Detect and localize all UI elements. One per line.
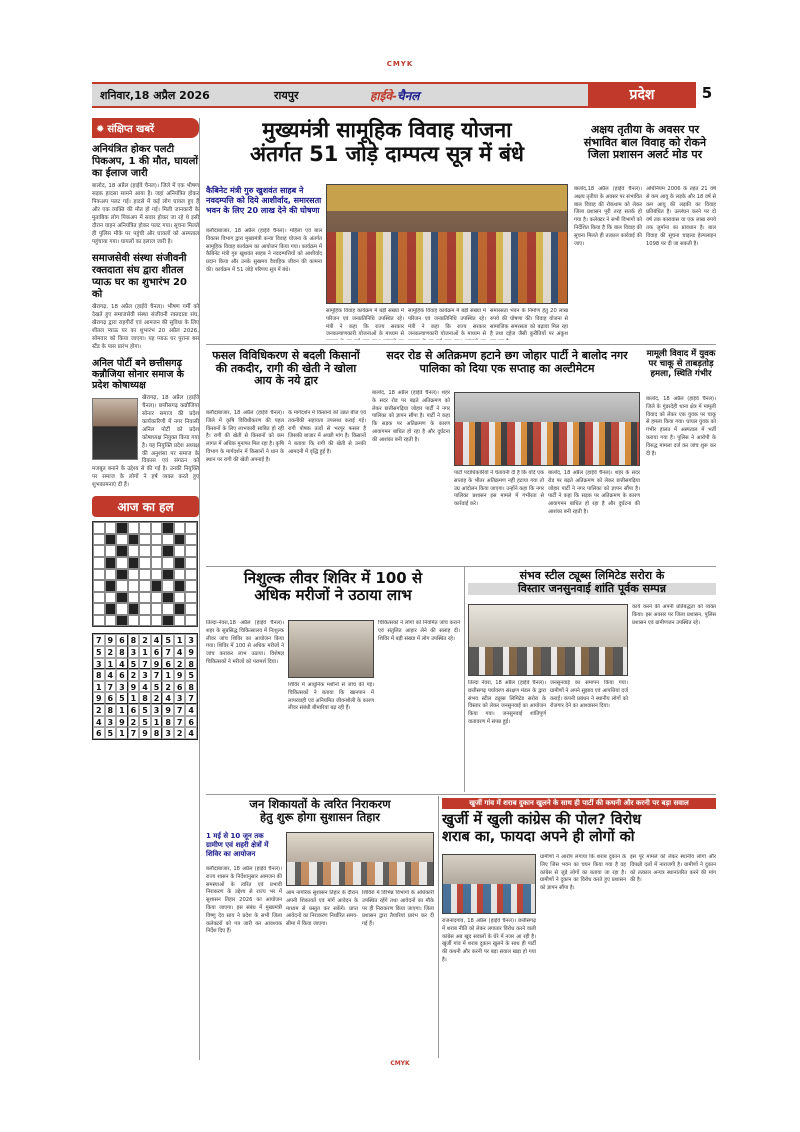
crossword-cell (93, 615, 105, 627)
crossword-cell (162, 557, 174, 569)
liver-text: शिविर में आधुनिक मशीनों से जांच की गई। चिकित्सकों ने बताया कि खानपान में लापरवाही एवं अनियमित जीवनशैली के कारण लीवर संबंधी बीमारियां बढ़ रही हैं। (288, 682, 374, 712)
sudoku-cell: 7 (174, 704, 186, 716)
lead-text: सामूहिक विवाह कार्यक्रम में बड़ी संख्या में परिजन एवं जनप्रतिनिधि उपस्थित रहे। मंत्री ने कहा कि राज्य सरकार जनकल्याणकारी योजनाओं के माध्यम से (326, 308, 404, 338)
sudoku-cell: 8 (139, 692, 151, 704)
sudoku-cell: 1 (116, 727, 128, 739)
congress-headline-line2: शराब का, फायदा अपने ही लोगों को (442, 828, 635, 845)
brief-text: खैरागढ़, 18 अप्रैल (हाईवे चैनल)। भीषण गर्मी को देखते हुए समाजसेवी संस्था संजीवनी रक्तदाता संघ, खैरागढ़ द्वारा राहगीरों एवं आमजन की सुविधा के लिए शीतल प्याऊ घर का शुभारंभ 20 अप्रैल 2026, सोमवार को किया जाएगा। यह प्याऊ घर पुराना बस स्टैंड के पास प्रारंभ होगा। (92, 303, 199, 350)
congress-banner: खुर्जी गांव में शराब दुकान खुलने के साथ ही पार्टी की कथनी और करनी पर बड़ा सवाल (442, 798, 716, 809)
sudoku-cell: 1 (93, 681, 105, 693)
liver-headline-line1: निशुल्क लीवर शिविर में 100 से (243, 569, 423, 587)
cmyk-bottom: CMYK (390, 1060, 410, 1067)
crossword-cell (185, 603, 197, 615)
lead-text: समारसता भवन के निर्माण हेतु 20 लाख रुपये की घोषणा की। विवाह योजना से सामाजिक समरसता को बढ़ावा मिल रहा है तथा दहेज जैसी कुरीतियों पर अंकुश (490, 308, 568, 338)
lead-photo (326, 184, 568, 304)
crossword-cell (151, 569, 163, 581)
sudoku-cell: 9 (139, 727, 151, 739)
mass-headline: मामूली विवाद में युवक पर चाकू से ताबड़तोड़ हमला, स्थिति गंभीर (646, 349, 716, 379)
sudoku-cell: 8 (93, 669, 105, 681)
sudoku-cell: 4 (151, 634, 163, 646)
steel-text: कार्य करने की अपनी प्रतिबद्धता को व्यक्त किया। इस अवसर पर जिला प्रशासन, पुलिस प्रशासन एवं ग्रामीणजन उपस्थित रहे। (632, 604, 716, 626)
crossword-cell (185, 592, 197, 604)
sudoku-cell: 6 (105, 692, 117, 704)
sudoku-cell: 6 (116, 669, 128, 681)
shikayat-text: शिविरों में विभिन्न विभागों के अधिकारी उपस्थित रहेंगे तथा आवेदनों का मौके पर ही निराकरण किया जाएगा। जिला प्रशासन द्वारा तैयारियां प्रारंभ कर दी गई हैं। (362, 890, 434, 928)
sudoku-cell: 9 (128, 681, 140, 693)
crossword-cell (162, 569, 174, 581)
sadar-text: बालोद, 18 अप्रैल (हाईवे चैनल)। शहर के सदर रोड पर बढ़ते अतिक्रमण को लेकर छत्तीसगढ़िया जोहार पार्टी ने नगर पालिका को ज्ञापन सौंपा है। पार्टी ने कहा कि सड़क पर अतिक्रमण के कारण आवागमन बाधित हो रहा है और दुर्घटना की आशंका बनी रहती है। (548, 470, 640, 515)
crossword-cell (105, 592, 117, 604)
farm-headline: फसल विविधिकरण से बदली किसानों की तकदीर, रागी की खेती ने खोला आय के नये द्वार (212, 349, 360, 388)
congress-text: ग्रामीणों ने आरोप लगाया कि शराब दुकान के लिए जिस भवन का चयन किया गया है वह कांग्रेस से जुड़े लोगों का बताया जा रहा है। ग्रामीणों ने दुकान का विरोध करते हुए प्रशासन को ज्ञापन सौंपा है। (540, 854, 626, 892)
crossword-cell (116, 569, 128, 581)
sudoku-cell: 2 (151, 692, 163, 704)
steel-headline-line1: संभव स्टील ट्यूब्स लिमिटेड सरोरा के (519, 569, 665, 582)
steel-text: तिल्दा नेवरा, 18 अप्रैल (हाईवे चैनल)। छत्तीसगढ़ पर्यावरण संरक्षण मंडल के द्वारा संभव स्टील ट्यूब्स लिमिटेड सरोरा के विस्तार को लेकर जनसुनवाई का आयोजन किया गया। जनसुनवाई शांतिपूर्ण वातावरण में संपन्न हुई। (468, 680, 546, 725)
brief-title: अनिल पोर्टी बने छत्तीसगढ़ कन्नौजिया सोनार समाज के प्रदेश कोषाध्यक्ष (92, 357, 184, 392)
sudoku-cell: 7 (93, 634, 105, 646)
crossword-cell (174, 534, 186, 546)
crossword-cell (151, 603, 163, 615)
crossword-cell (174, 580, 186, 592)
congress-text: राजनांदगांव, 18 अप्रैल (हाईवे चैनल)। छत्तीसगढ़ में शराब नीति को लेकर लगातार विरोध करने वाली कांग्रेस अब खुद सवालों के घेरे में नजर आ रही है। खुर्जी गांव में शराब दुकान खुलने के साथ ही पार्टी की कथनी और करनी पर बड़ा सवाल खड़ा हो गया है। (442, 918, 536, 963)
sudoku-cell: 3 (174, 692, 186, 704)
crossword-cell (185, 557, 197, 569)
steel-headline (468, 570, 716, 595)
sudoku-cell: 1 (162, 669, 174, 681)
divider (464, 566, 465, 792)
sudoku-cell: 4 (162, 692, 174, 704)
crossword-cell (174, 569, 186, 581)
sudoku-cell: 2 (139, 634, 151, 646)
crossword-cell (128, 545, 140, 557)
brief-text-with-photo (92, 395, 199, 491)
crossword-cell (185, 615, 197, 627)
sudoku-cell: 4 (93, 716, 105, 728)
liver-headline-line2: अधिक मरीजों ने उठाया लाभ (254, 586, 412, 605)
crossword-cell (93, 522, 105, 534)
crossword-cell (174, 615, 186, 627)
sudoku-cell: 2 (128, 669, 140, 681)
sudoku-cell: 6 (116, 634, 128, 646)
sudoku-cell: 7 (162, 646, 174, 658)
crossword-cell (151, 522, 163, 534)
crossword-cell (116, 557, 128, 569)
puzzle-header: आज का हल (92, 496, 199, 517)
crossword-cell (139, 592, 151, 604)
sudoku-cell: 9 (151, 658, 163, 670)
crossword-cell (93, 580, 105, 592)
sudoku-cell: 3 (128, 646, 140, 658)
crossword-cell (93, 545, 105, 557)
shikayat-photo (286, 832, 434, 886)
sudoku-cell: 9 (93, 692, 105, 704)
sudoku-cell: 7 (185, 692, 197, 704)
crossword-cell (105, 557, 117, 569)
crossword-cell (151, 580, 163, 592)
sudoku-cell: 8 (185, 681, 197, 693)
akshay-text: अधिनियम 2006 के तहत 21 वर्ष से कम आयु के लड़के और 18 वर्ष से कम आयु की लड़की का विवाह प्रतिबंधित है। उल्लंघन करने पर दो वर्ष तक कारावास या एक लाख रुपये तक जुर्माना का प्रावधान है। बाल विवाह की सूचना चाइल्ड हेल्पलाइन 1098 पर दी जा सकती है। (646, 186, 716, 247)
crossword-cell (128, 534, 140, 546)
congress-headline-line1: खुर्जी में खुली कांग्रेस की पोल? विरोध (442, 812, 642, 828)
brief-text: खैरागढ़, 18 अप्रैल (हाईवे चैनल)। छत्तीसगढ़ कन्नौजिया सोनार समाज की प्रदेश कार्यकारिणी में नगर निवासी अनिल पोर्टी को प्रदेश कोषाध्यक्ष नियुक्त किया गया है। यह नियुक्ति प्रदेश अध्यक्ष की अनुशंसा पर समाज के विकास एवं संगठन को मजबूत बनाने के उद्देश्य से की गई है। उनकी नियुक्ति पर समाज के लोगों ने हर्ष व्यक्त करते हुए शुभकामनाएं दी हैं। (92, 394, 199, 489)
crossword-cell (116, 592, 128, 604)
crossword-cell (139, 569, 151, 581)
sudoku-cell: 4 (116, 658, 128, 670)
crossword-cell (139, 534, 151, 546)
sudoku-cell: 6 (162, 658, 174, 670)
sudoku-cell: 8 (105, 704, 117, 716)
crossword-cell (93, 534, 105, 546)
sudoku-cell: 7 (139, 658, 151, 670)
sudoku-cell: 2 (174, 658, 186, 670)
photo-crowd (455, 422, 639, 465)
sudoku-cell: 5 (139, 704, 151, 716)
sudoku-cell: 8 (128, 634, 140, 646)
crossword-cell (105, 534, 117, 546)
crossword-cell (139, 615, 151, 627)
crossword-cell (116, 534, 128, 546)
sudoku-cell: 9 (105, 634, 117, 646)
lead-headline (206, 118, 568, 167)
sudoku-cell: 2 (174, 727, 186, 739)
lead-text: बलौदाबाजार, 18 अप्रैल (हाईवे चैनल)। महिला एवं बाल विकास विभाग द्वारा मुख्यमंत्री कन्या विवाह योजना के अंतर्गत सामूहिक विवाह कार्यक्रम का आयोजन किया गया। कार्यक्रम में कैबिनेट मंत्री गुरु खुशवंत साहब ने नवदम्पत्तियों को आशीर्वाद प्रदान किया और उनके सुखमय वैवाहिक जीवन की कामना की। कार्यक्रम में 51 जोड़े परिणय सूत्र में बंधे। (206, 228, 322, 273)
masthead-brand-dash: - (392, 89, 398, 103)
sudoku-cell: 5 (116, 692, 128, 704)
sudoku-cell: 6 (93, 727, 105, 739)
lead-headline-line1: मुख्यमंत्री सामूहिक विवाह योजना (262, 118, 512, 142)
divider (206, 566, 716, 567)
crossword-cell (105, 522, 117, 534)
sudoku-cell: 7 (105, 681, 117, 693)
photo-crowd (327, 232, 567, 303)
sudoku-cell: 8 (185, 658, 197, 670)
sudoku-cell: 3 (93, 658, 105, 670)
crossword-cell (174, 557, 186, 569)
steel-headline-line2: विस्तार जनसुनवाई शांति पूर्वक सम्पन्न (468, 583, 716, 596)
sadar-text: बालोद, 18 अप्रैल (हाईवे चैनल)। शहर के सदर रोड पर बढ़ते अतिक्रमण को लेकर छत्तीसगढ़िया जोहार पार्टी ने नगर पालिका को ज्ञापन सौंपा है। पार्टी ने कहा कि सड़क पर अतिक्रमण के कारण आवागमन बाधित हो रहा है और दुर्घटना की आशंका बनी रहती है। (372, 390, 450, 443)
liver-text: चिकित्सकों ने लोगों को नियमित जांच कराने एवं संतुलित आहार लेने की सलाह दी। शिविर में बड़ी संख्या में लोग उपस्थित रहे। (378, 620, 460, 642)
star-icon: ✹ (96, 124, 105, 135)
crossword-cell (105, 545, 117, 557)
sudoku-cell: 4 (139, 681, 151, 693)
sudoku-cell: 6 (128, 704, 140, 716)
sudoku-cell: 5 (151, 681, 163, 693)
briefs-column (92, 118, 200, 1060)
crossword-cell (162, 592, 174, 604)
crossword-cell (105, 615, 117, 627)
sudoku-cell: 8 (151, 727, 163, 739)
crossword-cell (162, 522, 174, 534)
congress-photo (442, 854, 536, 914)
farm-text: बलौदाबाजार, 18 अप्रैल (हाईवे चैनल)। जिले में कृषि विविधीकरण की पहल किसानों के लिए लाभकारी साबित हो रही है। रागी की खेती से किसानों को कम लागत में अधिक मुनाफा मिल रहा है। कृषि विभाग के मार्गदर्शन में किसानों ने धान के स्थान पर रागी की खेती अपनाई है। (206, 410, 284, 463)
akshay-headline: अक्षय तृतीया के अवसर पर संभावित बाल विवाह को रोकने जिला प्रशासन अलर्ट मोड पर (583, 123, 707, 162)
brief-title: समाजसेवी संस्था संजीवनी रक्तदाता संघ द्वारा शीतल प्याऊ घर का शुभारंभ 20 को (92, 252, 187, 300)
crossword-cell (128, 522, 140, 534)
sudoku-cell: 6 (185, 716, 197, 728)
crossword-cell (93, 557, 105, 569)
crossword-cell (116, 580, 128, 592)
crossword-cell (116, 603, 128, 615)
sudoku-cell: 6 (151, 646, 163, 658)
divider (206, 344, 716, 345)
sudoku-cell: 9 (185, 646, 197, 658)
sudoku-cell: 1 (128, 692, 140, 704)
sudoku-cell: 2 (93, 704, 105, 716)
crossword-cell (105, 580, 117, 592)
briefs-header-label: संक्षिप्त खबरें (107, 124, 155, 135)
liver-text: तिल्दा-नेवरा,18 अप्रैल (हाईवे चैनल)। शहर के सुप्रसिद्ध चिकित्सालय में निःशुल्क लीवर जांच शिविर का आयोजन किया गया। शिविर में 100 से अधिक मरीजों ने जांच कराकर लाभ उठाया। विशेषज्ञ चिकित्सकों ने मरीजों को परामर्श दिया। (206, 620, 284, 665)
crossword-cell (128, 569, 140, 581)
masthead-brand-b: चैनल (397, 89, 420, 103)
farm-text: के मार्गदर्शन में किसानों को उन्नत बीज एवं तकनीकी सहायता उपलब्ध कराई गई। रागी पोषक तत्वों से भरपूर फसल है जिसकी बाजार में अच्छी मांग है। किसानों ने बताया कि रागी की खेती से उनकी आमदनी में वृद्धि हुई है। (288, 410, 366, 455)
sudoku-cell: 1 (105, 658, 117, 670)
sudoku-cell: 5 (93, 646, 105, 658)
crossword-cell (185, 534, 197, 546)
shikayat-text: आम नागरिक सुशासन तिहार के दौरान अपनी शिकायतें एवं मांगें आवेदन के माध्यम से प्रस्तुत कर सकेंगे। प्राप्त आवेदनों का निराकरण निर्धारित समय-सीमा में किया जाएगा। (286, 890, 358, 928)
masthead-brand-a: हाईवे (370, 89, 393, 103)
crossword-cell (151, 534, 163, 546)
masthead-brand (370, 87, 419, 104)
sudoku-cell: 3 (139, 669, 151, 681)
sudoku-cell: 2 (128, 716, 140, 728)
person-photo (92, 398, 138, 460)
congress-text: इस पूरे मामले को लेकर स्थानीय लोगों और विपक्षी दलों में नाराजगी है। ग्रामीणों ने दुकान को तत्काल अन्यत्र स्थानांतरित करने की मांग की है। (630, 854, 716, 884)
crossword-cell (139, 557, 151, 569)
crossword-cell (185, 569, 197, 581)
briefs-header (92, 118, 199, 138)
shikayat-deck: 1 मई से 10 जून तक ग्रामीण एवं शहरी क्षेत्रों में शिविर का आयोजन (206, 832, 269, 858)
lead-headline-line2: अंतर्गत 51 जोड़े दाम्पत्य सूत्र में बंधे (250, 142, 524, 167)
sudoku-cell: 1 (139, 646, 151, 658)
crossword-cell (128, 557, 140, 569)
crossword-cell (93, 603, 105, 615)
crossword-cell (174, 545, 186, 557)
shikayat-headline-line1: जन शिकायतों के त्वरित निराकरण (249, 797, 391, 811)
crossword-cell (128, 615, 140, 627)
lead-deck: कैबिनेट मंत्री गुरु खुशवंत साहब ने नवदम्पत्ति को दिये आशीर्वाद, समारसता भवन के लिए 20 लाख देने की घोषणा (206, 186, 322, 215)
sudoku-grid (92, 633, 198, 739)
mass-text: बालोद, 18 अप्रैल (हाईवे चैनल)। जिले के गुंडरदेही थाना क्षेत्र में मामूली विवाद को लेकर एक युवक पर चाकू से हमला किया गया। घायल युवक को गंभीर हालत में अस्पताल में भर्ती कराया गया है। पुलिस ने आरोपी के विरुद्ध मामला दर्ज कर जांच शुरू कर दी है। (646, 396, 716, 457)
crossword-cell (116, 522, 128, 534)
sudoku-cell: 4 (185, 704, 197, 716)
sudoku-cell: 1 (116, 704, 128, 716)
crossword-grid (92, 521, 198, 627)
crossword-cell (151, 615, 163, 627)
sudoku-cell: 6 (174, 681, 186, 693)
crossword-cell (116, 615, 128, 627)
crossword-cell (162, 534, 174, 546)
crossword-cell (185, 522, 197, 534)
crossword-cell (151, 545, 163, 557)
sudoku-cell: 4 (105, 669, 117, 681)
sudoku-cell: 5 (105, 727, 117, 739)
photo-crowd (287, 862, 433, 885)
crossword-cell (105, 603, 117, 615)
crossword-cell (162, 615, 174, 627)
masthead-date: शनिवार,18 अप्रैल 2026 (100, 89, 210, 102)
sudoku-cell: 9 (116, 716, 128, 728)
photo-crowd (443, 884, 535, 913)
congress-headline (442, 812, 716, 845)
crossword-cell (174, 592, 186, 604)
crossword-cell (174, 603, 186, 615)
page-number: 5 (696, 82, 718, 108)
crossword-cell (174, 522, 186, 534)
sudoku-cell: 5 (185, 669, 197, 681)
photo-crowd (469, 647, 627, 675)
crossword-cell (93, 592, 105, 604)
sudoku-cell: 1 (151, 716, 163, 728)
sudoku-cell: 8 (116, 646, 128, 658)
sudoku-cell: 1 (174, 634, 186, 646)
sudoku-cell: 8 (162, 716, 174, 728)
sudoku-cell: 2 (105, 646, 117, 658)
crossword-cell (162, 603, 174, 615)
crossword-cell (139, 603, 151, 615)
cmyk-top: CMYK (386, 60, 414, 68)
lead-text: सामूहिक विवाह कार्यक्रम में बड़ी संख्या में परिजन एवं जनप्रतिनिधि उपस्थित रहे। मंत्री ने कहा कि राज्य सरकार जनकल्याणकारी योजनाओं के माध्यम से (408, 308, 486, 338)
sudoku-cell: 9 (162, 704, 174, 716)
shikayat-headline-line2: हेतु शुरू होगा सुशासन तिहार (259, 810, 381, 825)
crossword-cell (93, 569, 105, 581)
steel-text: जनसुनवाई का समापन किया गया। ग्रामीणों ने अपने सुझाव एवं आपत्तियां दर्ज कराईं। कंपनी प्रबंधन ने स्थानीय लोगों को रोजगार देने का आश्वासन दिया। (550, 680, 628, 710)
sudoku-cell: 7 (151, 669, 163, 681)
brief-text: बालोद, 18 अप्रैल (हाईवे चैनल)। जिले में एक भीषण सड़क हादसा सामने आया है। जहां अनियंत्रित होकर पिकअप पलट गई। हादसे में कई लोग घायल हुए हैं और एक व्यक्ति की मौत हो गई। मिली जानकारी के मुताबिक लोग पिकअप में सवार होकर जा रहे थे इसी दौरान वाहन अनियंत्रित होकर पलट गया। सूचना मिलते ही पुलिस मौके पर पहुंची और घायलों को अस्पताल पहुंचाया गया। घायलों का इलाज जारी है। (92, 183, 199, 245)
sudoku-cell: 3 (105, 716, 117, 728)
sadar-text: पार्टी पदाधिकारियों ने चेतावनी दी है कि यदि एक सप्ताह के भीतर अतिक्रमण नहीं हटाया गया तो उग्र आंदोलन किया जाएगा। उन्होंने कहा कि नगर पालिका प्रशासन इस मामले में गंभीरता से कार्रवाई करे। (454, 470, 544, 508)
sudoku-cell: 5 (162, 634, 174, 646)
crossword-cell (151, 592, 163, 604)
crossword-cell (128, 592, 140, 604)
shikayat-text: बलौदाबाजार, 18 अप्रैल (हाईवे चैनल)। राज्य शासन के निर्देशानुसार आमजन की समस्याओं के त्वरित एवं प्रभावी निराकरण के उद्देश्य से राज्य भर में सुशासन तिहार 2026 का आयोजन किया जाएगा। इस संबंध में मुख्यमंत्री विष्णु देव साय ने प्रदेश के सभी जिला कलेक्टरों को पत्र जारी कर आवश्यक निर्देश दिए हैं। (206, 866, 282, 935)
crossword-cell (151, 557, 163, 569)
hearing-photo (468, 604, 628, 676)
crossword-cell (162, 580, 174, 592)
crossword-cell (185, 580, 197, 592)
crossword-cell (185, 545, 197, 557)
masthead-city: रायपुर (274, 89, 299, 102)
crossword-cell (116, 545, 128, 557)
section-label: प्रदेश (588, 82, 696, 108)
liver-photo (288, 620, 374, 678)
divider (438, 796, 439, 1058)
masthead (92, 82, 716, 108)
shikayat-headline (206, 798, 434, 824)
sudoku-cell: 5 (128, 658, 140, 670)
photo-background (289, 621, 373, 677)
sudoku-cell: 3 (185, 634, 197, 646)
divider (206, 794, 716, 795)
crossword-cell (139, 580, 151, 592)
akshay-text: बालोद,18 अप्रैल (हाईवे चैनल)। अक्षय तृतीया के अवसर पर संभावित बाल विवाह की रोकथाम को लेकर जिला प्रशासन पूरी तरह सतर्क हो गया है। कलेक्टर ने सभी विभागों को निर्देशित किया है कि बाल विवाह की सूचना मिलते ही तत्काल कार्रवाई की जाए। (574, 186, 642, 247)
sudoku-cell: 7 (174, 716, 186, 728)
crossword-cell (105, 569, 117, 581)
crossword-cell (162, 545, 174, 557)
sudoku-cell: 3 (162, 727, 174, 739)
crossword-cell (128, 603, 140, 615)
protest-photo (454, 392, 640, 466)
sadar-headline: सदर रोड से अतिक्रमण हटाने छग जोहार पार्टी ने बालोद नगर पालिका को दिया एक सप्ताह का अल्टीमेटम (386, 349, 628, 375)
crossword-cell (139, 545, 151, 557)
sudoku-cell: 3 (116, 681, 128, 693)
brief-title: अनियंत्रित होकर पलटी पिकअप, 1 की मौत, घायलों का ईलाज जारी (92, 144, 198, 179)
photo-banner (327, 185, 567, 211)
sudoku-cell: 3 (151, 704, 163, 716)
crossword-cell (128, 580, 140, 592)
crossword-cell (139, 522, 151, 534)
sudoku-cell: 5 (139, 716, 151, 728)
sudoku-cell: 9 (174, 669, 186, 681)
liver-headline (206, 570, 460, 605)
sudoku-cell: 7 (128, 727, 140, 739)
sudoku-cell: 4 (185, 727, 197, 739)
sudoku-cell: 2 (162, 681, 174, 693)
sudoku-cell: 4 (174, 646, 186, 658)
